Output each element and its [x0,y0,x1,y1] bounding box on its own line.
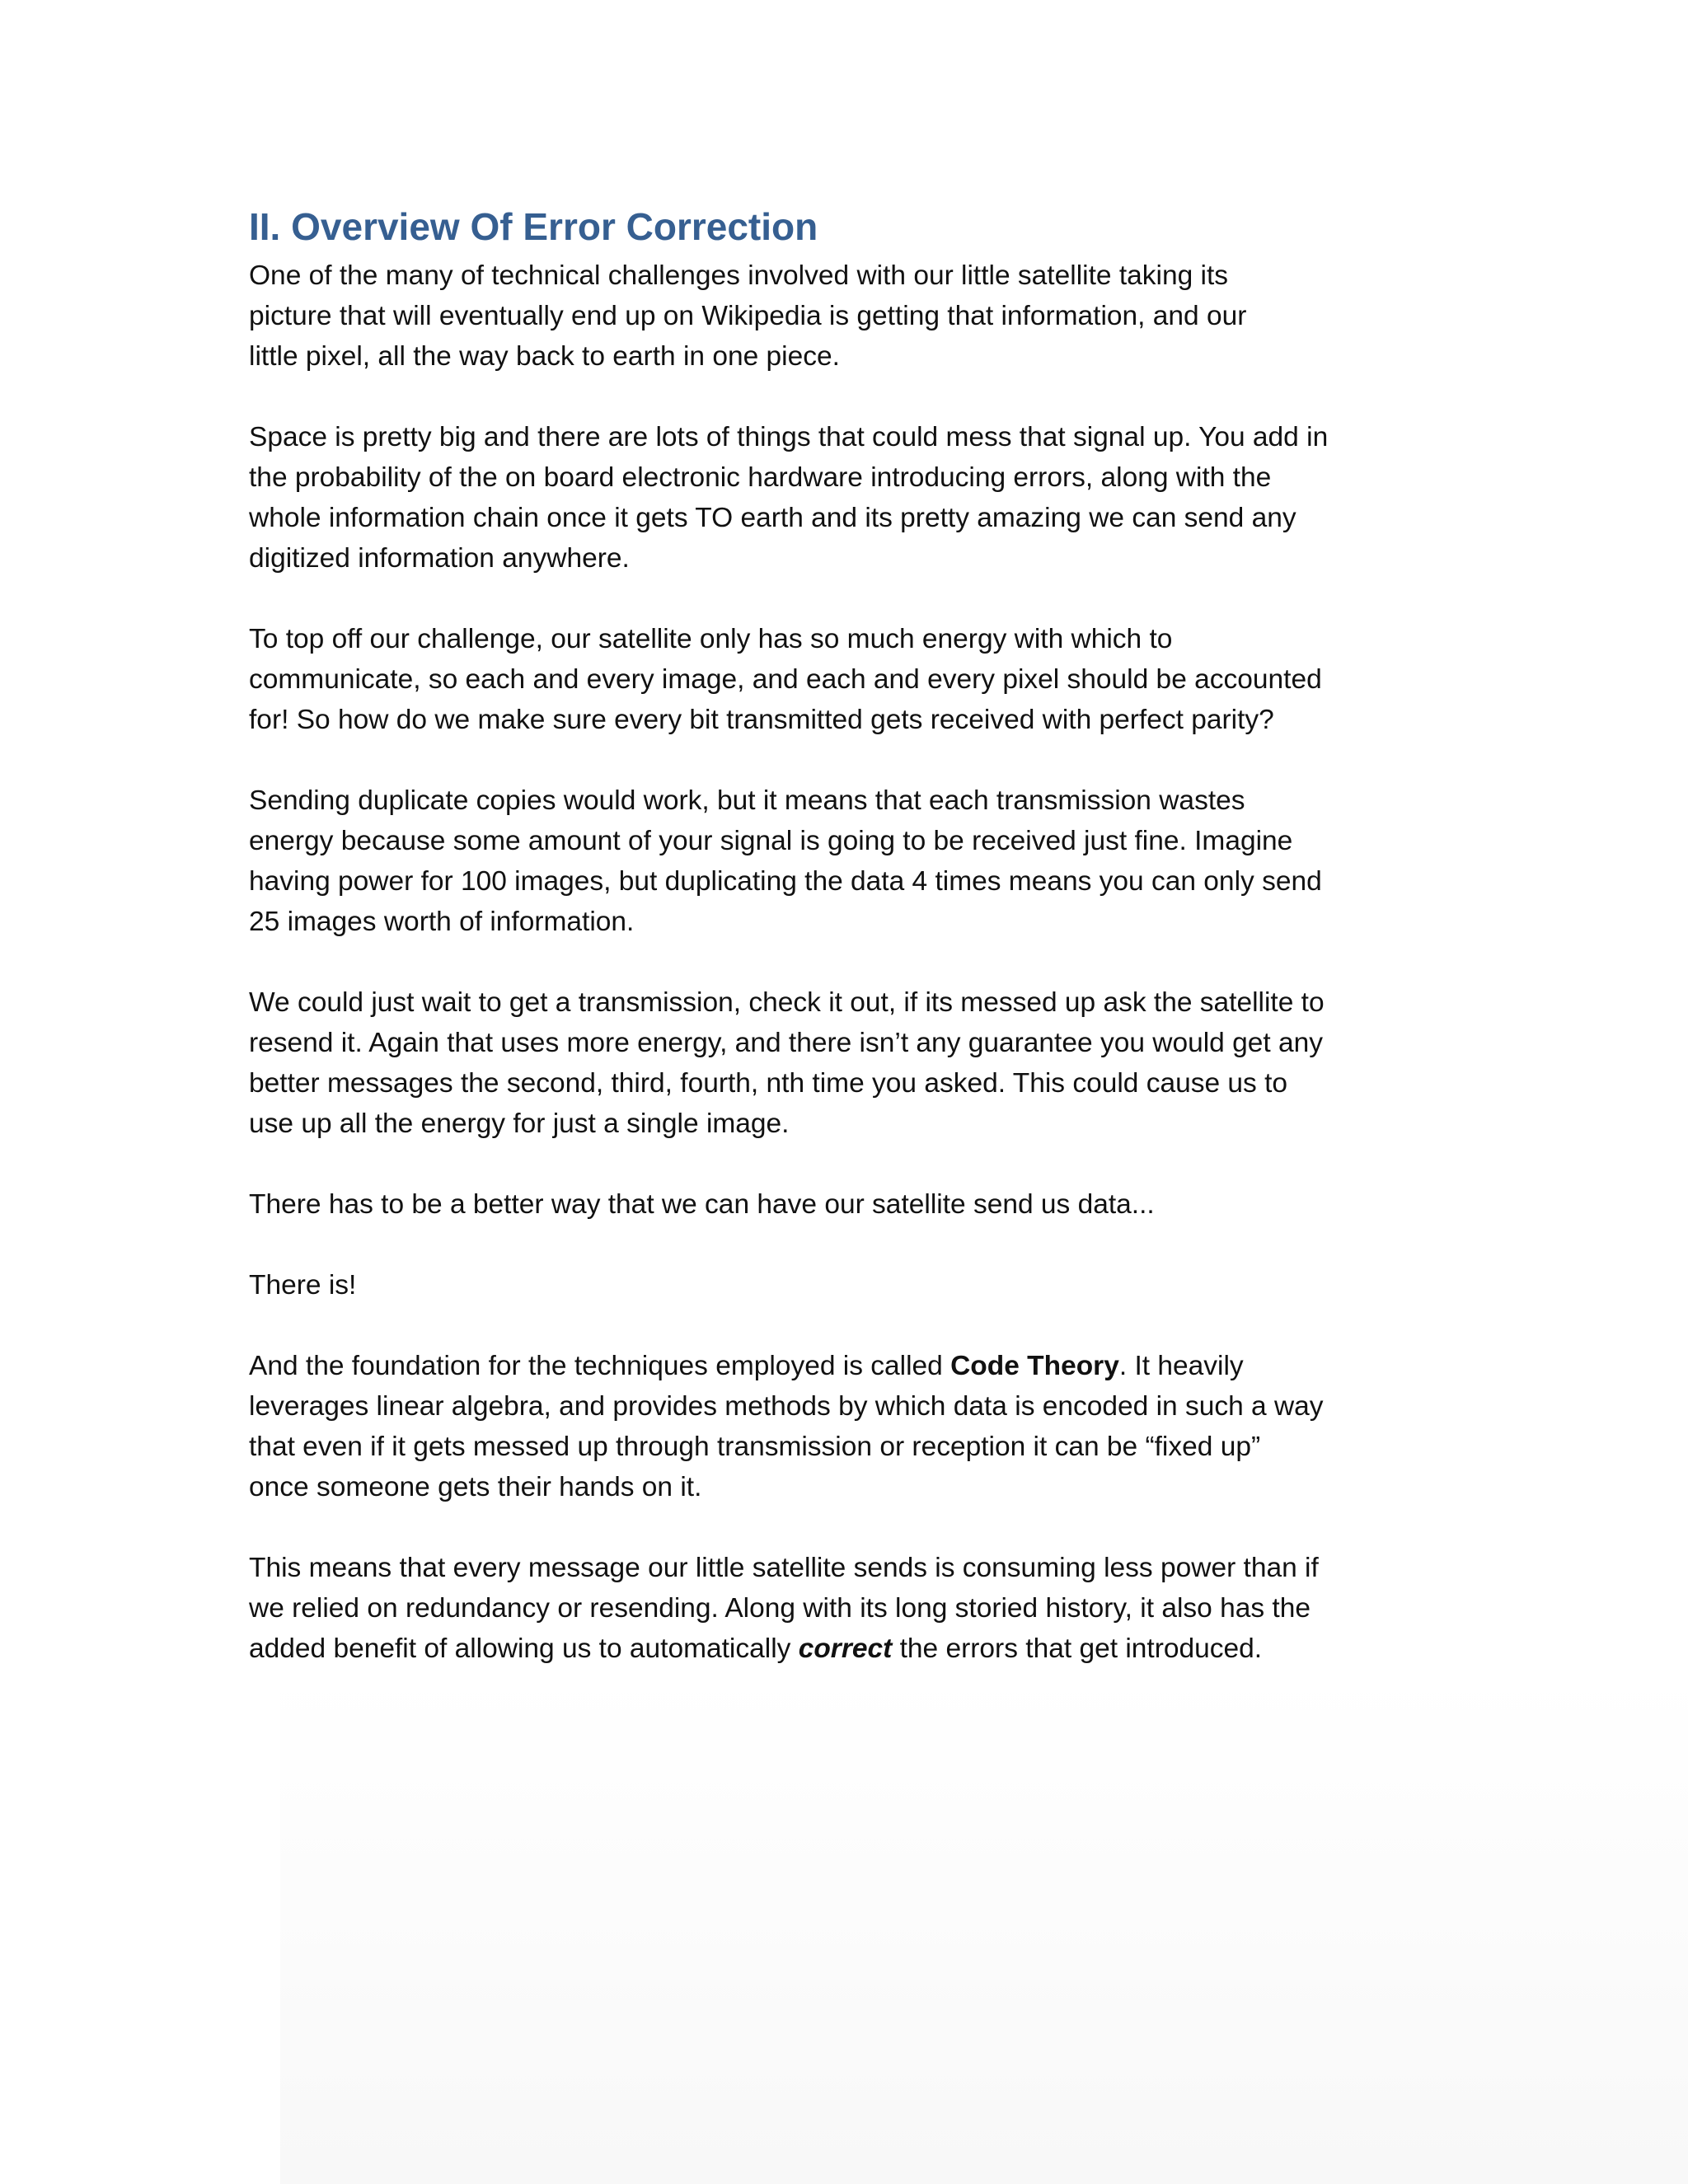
text-run: And the foundation for the techniques employed is called [249,1351,951,1381]
text-line: Sending duplicate copies would work, but it means that each transmission wastes [249,785,1245,816]
text-line: Space is pretty big and there are lots of things that could mess that signal up. You add in [249,422,1329,452]
text-line: the probability of the on board electronic hardware introducing errors, along with the [249,462,1272,493]
paragraph-5 [249,982,1452,1144]
text-line: There has to be a better way that we can have our satellite send us data... [249,1189,1155,1220]
paragraph-8 [249,1346,1452,1507]
text-line: that even if it gets messed up through transmission or reception it can be “fixed up” [249,1432,1261,1462]
text-run: the errors that get introduced. [892,1633,1263,1664]
paragraph-7 [249,1265,1452,1305]
paragraph-3 [249,619,1452,740]
text-run: . It heavily [1118,1351,1244,1381]
bold-term: Code Theory [950,1351,1119,1381]
text-run: added benefit of allowing us to automatically [249,1633,799,1664]
section-heading: II. Overview Of Error Correction [249,205,818,248]
paragraph-9 [249,1548,1452,1669]
text-line: communicate, so each and every image, and each and every pixel should be accounted [249,664,1322,695]
text-line: for! So how do we make sure every bit transmitted gets received with perfect parity? [249,705,1274,735]
text-line: digitized information anywhere. [249,543,630,574]
text-line: whole information chain once it gets TO earth and its pretty amazing we can send any [249,503,1296,533]
emphasized-word: correct [798,1633,893,1664]
text-line: To top off our challenge, our satellite only has so much energy with which to [249,624,1173,654]
text-line: There is! [249,1270,357,1301]
text-line [249,1346,1452,1386]
text-line: picture that will eventually end up on Wikipedia is getting that information, and our [249,301,1247,331]
document-content [249,198,1452,1709]
paragraph-2 [249,417,1452,579]
text-line: little pixel, all the way back to earth in one piece. [249,341,840,372]
text-line: once someone gets their hands on it. [249,1472,702,1502]
text-line: This means that every message our little satellite sends is consuming less power than if [249,1553,1319,1583]
text-line: use up all the energy for just a single image. [249,1108,790,1139]
text-line: we relied on redundancy or resending. Along with its long storied history, it also has the [249,1593,1311,1624]
paragraph-4 [249,780,1452,942]
text-line: leverages linear algebra, and provides methods by which data is encoded in such a way [249,1391,1324,1422]
text-line [249,1629,1452,1669]
paragraph-6 [249,1184,1452,1225]
page-shade [280,1673,1688,2184]
text-line: better messages the second, third, fourth, nth time you asked. This could cause us to [249,1068,1288,1099]
text-line: resend it. Again that uses more energy, and there isn’t any guarantee you would get any [249,1028,1323,1058]
text-line: One of the many of technical challenges involved with our little satellite taking its [249,260,1229,291]
text-line: having power for 100 images, but duplicating the data 4 times means you can only send [249,866,1322,897]
text-line: 25 images worth of information. [249,907,635,937]
text-line: energy because some amount of your signal is going to be received just fine. Imagine [249,826,1293,856]
text-line: We could just wait to get a transmission, check it out, if its messed up ask the satellite to [249,987,1325,1018]
paragraph-1 [249,255,1452,377]
